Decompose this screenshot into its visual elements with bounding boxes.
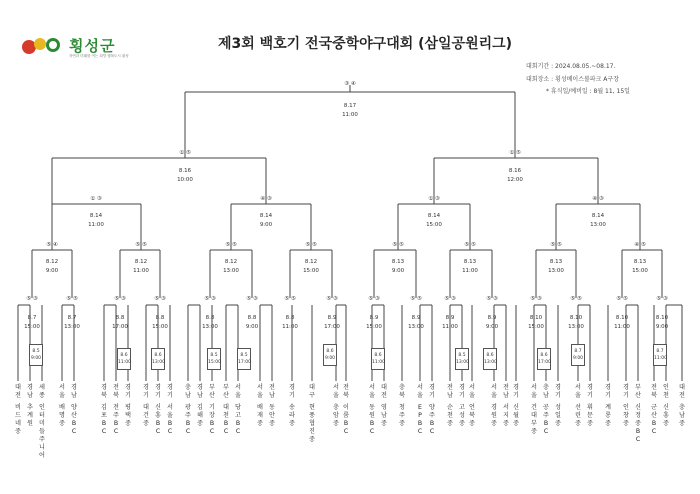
- r32_6-badge: ⑤ ③: [246, 296, 258, 302]
- team-name: 공주BC: [543, 404, 549, 435]
- match-date: 8.14: [427, 213, 441, 219]
- match-time: 13:00: [223, 268, 239, 274]
- match-time: 9:00: [45, 268, 59, 274]
- team-name: 충남중: [679, 404, 685, 427]
- match-date: 8.16: [508, 168, 522, 174]
- r32_2-badge: ⑤ ⑤: [66, 296, 78, 302]
- match-time: 10:00: [177, 177, 193, 183]
- match-date: 8.8: [205, 315, 215, 321]
- team-region: 충남: [543, 384, 549, 399]
- r16_2-badge: ⑤ ⑤: [135, 242, 147, 248]
- match-time: 17:00: [238, 360, 251, 365]
- team-region: 충남: [185, 384, 191, 399]
- team-entry: [555, 384, 561, 428]
- match-date: 8.6: [154, 353, 162, 358]
- team-region: 경북: [101, 384, 107, 399]
- qf1-info: [66, 212, 126, 230]
- sf1-badge: ① ⑤: [179, 150, 191, 156]
- team-entry: [143, 384, 149, 428]
- r64_12-box: [653, 344, 667, 366]
- team-region: 경기: [155, 384, 161, 399]
- team-entry: [651, 384, 657, 436]
- team-entry: [575, 384, 581, 428]
- r16_8-badge: ④ ⑤: [634, 242, 646, 248]
- r16_3-badge: ⑤ ⑤: [225, 242, 237, 248]
- team-entry: [369, 384, 375, 436]
- qf4-info: [568, 212, 628, 230]
- team-entry: [513, 384, 519, 428]
- team-entry: [309, 384, 315, 444]
- team-entry: [39, 384, 45, 460]
- team-region: 서울: [257, 384, 263, 399]
- r64_11-box: [571, 344, 585, 366]
- team-name: 동안중: [269, 404, 275, 427]
- team-region: 경기: [605, 384, 611, 399]
- r16_1-badge: ⑤ ④: [46, 242, 58, 248]
- r64_6-box: [323, 344, 337, 366]
- team-name: 건대부중: [531, 404, 537, 435]
- team-entry: [333, 384, 339, 428]
- team-name: 대천BC: [223, 404, 229, 435]
- team-entry: [235, 384, 241, 436]
- team-name: 배명중: [59, 404, 65, 427]
- team-region: 경남: [197, 384, 203, 399]
- team-name: 서지중: [503, 404, 509, 427]
- match-time: 17:00: [112, 324, 128, 330]
- team-name: 추계원: [27, 404, 33, 427]
- team-name: 영남중: [381, 404, 387, 427]
- team-name: 송라중: [289, 404, 295, 427]
- match-time: 13:00: [408, 324, 424, 330]
- team-region: 경기: [143, 384, 149, 399]
- match-date: 8.8: [247, 315, 257, 321]
- r32_1-badge: ⑤ ③: [26, 296, 38, 302]
- team-region: 경기: [623, 384, 629, 399]
- match-time: 17:00: [324, 324, 340, 330]
- team-name: 김포BC: [101, 404, 107, 435]
- team-name: 김해중: [197, 404, 203, 427]
- match-date: 8.7: [574, 349, 582, 354]
- match-date: 8.12: [134, 259, 148, 265]
- qf3-badge: ① ③: [428, 196, 440, 202]
- team-name: 신흥BC: [155, 404, 161, 435]
- match-date: 8.12: [304, 259, 318, 265]
- qf2-info: [236, 212, 296, 230]
- match-time: 15:00: [426, 222, 442, 228]
- team-region: 경기: [587, 384, 593, 399]
- match-date: 8.5: [210, 353, 218, 358]
- team-name: 언북중: [469, 404, 475, 427]
- team-entry: [27, 384, 33, 428]
- r16_6-badge: ⑤ ⑤: [464, 242, 476, 248]
- r64_8-box: [455, 348, 469, 370]
- team-region: 서울: [531, 384, 537, 399]
- team-region: 전북: [651, 384, 657, 399]
- match-date: 8.10: [655, 315, 669, 321]
- r32_7-badge: ⑤ ⑤: [284, 296, 296, 302]
- r16_8-info: [610, 258, 670, 276]
- r16_4-info: [281, 258, 341, 276]
- match-date: 8.5: [32, 349, 40, 354]
- match-time: 13:00: [484, 360, 497, 365]
- team-region: 전북: [113, 384, 119, 399]
- info-rest-days: * 휴식일/예비일 : 8월 11, 15일: [546, 88, 630, 95]
- team-name: 휘문중: [587, 404, 593, 427]
- team-name: 계룡중: [605, 404, 611, 427]
- team-name: 서울BC: [167, 404, 173, 435]
- match-date: 8.16: [178, 168, 192, 174]
- sf2-badge: ① ⑤: [509, 150, 521, 156]
- r32_15-badge: ⑤ ⑤: [616, 296, 628, 302]
- match-time: 11:00: [614, 324, 630, 330]
- team-entry: [381, 384, 387, 428]
- r16_7-badge: ⑤ ⑤: [550, 242, 562, 248]
- match-time: 13:00: [590, 222, 606, 228]
- qf2-badge: ④ ③: [260, 196, 272, 202]
- team-region: 전남: [269, 384, 275, 399]
- team-entry: [635, 384, 641, 444]
- team-entry: [587, 384, 593, 428]
- team-entry: [269, 384, 275, 428]
- match-time: 9:00: [485, 324, 499, 330]
- team-region: 서울: [417, 384, 423, 399]
- team-name: 고성중: [459, 404, 465, 427]
- team-name: EP BC: [417, 404, 423, 435]
- team-region: 전남: [503, 384, 509, 399]
- team-region: 부산: [209, 384, 215, 399]
- match-date: 8.7: [27, 315, 37, 321]
- team-name: 신월중: [513, 404, 519, 427]
- r64_3-box: [151, 348, 165, 370]
- team-entry: [663, 384, 669, 428]
- sf1-info: [155, 167, 215, 185]
- r32_13-badge: ⑤ ③: [530, 296, 542, 302]
- team-entry: [289, 384, 295, 428]
- team-region: 경기: [459, 384, 465, 399]
- sf2-info: [485, 167, 545, 185]
- team-name: 양주BC: [429, 404, 435, 435]
- match-time: 13:00: [548, 268, 564, 274]
- r16_3-info: [201, 258, 261, 276]
- team-region: 경기: [125, 384, 131, 399]
- r32_9-badge: ⑤ ③: [368, 296, 380, 302]
- match-time: 9:00: [324, 356, 336, 361]
- r64_7-box: [371, 348, 385, 370]
- r32_12-badge: ⑤ ③: [486, 296, 498, 302]
- info-venue: 대회장소 : 횡성베이스볼파크 A구장: [526, 76, 619, 83]
- team-name: 평택중: [125, 404, 131, 427]
- logo-tagline: 자연과 미래를 여는 희망 행복도시 횡성: [69, 54, 129, 58]
- r16_7-info: [526, 258, 586, 276]
- team-name: 청주중: [399, 404, 405, 427]
- team-region: 서울: [369, 384, 375, 399]
- team-name: 현풍협진중: [309, 404, 315, 443]
- team-entry: [343, 384, 349, 436]
- r64_4-box: [207, 348, 221, 370]
- team-region: 전남: [447, 384, 453, 399]
- r16_6-info: [440, 258, 500, 276]
- team-name: 성일중: [555, 404, 561, 427]
- team-name: 양산BC: [71, 404, 77, 435]
- r64_9-box: [483, 348, 497, 370]
- match-time: 15:00: [152, 324, 168, 330]
- match-time: 15:00: [208, 360, 221, 365]
- team-entry: [155, 384, 161, 436]
- r16_4-badge: ⑤ ⑤: [305, 242, 317, 248]
- team-entry: [623, 384, 629, 428]
- team-name: 선린중: [575, 404, 581, 427]
- match-time: 11:00: [372, 360, 385, 365]
- team-region: 인천: [663, 384, 669, 399]
- r64_5-box: [237, 348, 251, 370]
- r32_14-badge: ⑤ ⑤: [570, 296, 582, 302]
- match-time: 9:00: [655, 324, 669, 330]
- team-entry: [125, 384, 131, 428]
- match-time: 9:00: [30, 356, 42, 361]
- team-entry: [15, 384, 21, 436]
- r32_8-badge: ⑤ ③: [326, 296, 338, 302]
- qf1-badge: ① ③: [90, 196, 102, 202]
- r32_4-badge: ⑤ ③: [154, 296, 166, 302]
- team-region: 세종: [39, 384, 45, 399]
- match-date: 8.6: [120, 353, 128, 358]
- r32_5-badge: ⑤ ③: [204, 296, 216, 302]
- team-region: 경기: [429, 384, 435, 399]
- match-date: 8.9: [411, 315, 421, 321]
- team-entry: [257, 384, 263, 428]
- team-name: 군산BC: [651, 404, 657, 435]
- match-date: 8.13: [463, 259, 477, 265]
- r32_16-info: [632, 314, 692, 332]
- team-entry: [469, 384, 475, 428]
- r64_1-box: [29, 344, 43, 366]
- team-region: 전북: [343, 384, 349, 399]
- match-date: 8.8: [285, 315, 295, 321]
- r32_10-badge: ⑤ ⑤: [410, 296, 422, 302]
- team-region: 서울: [235, 384, 241, 399]
- final-info: [320, 102, 380, 120]
- team-name: 비드네중: [15, 404, 21, 435]
- final-badge: ③ ④: [344, 81, 356, 87]
- team-entry: [679, 384, 685, 428]
- match-date: 8.8: [115, 315, 125, 321]
- team-name: 경원중: [491, 404, 497, 427]
- team-name: 당고BC: [235, 404, 241, 435]
- team-name: 전주BC: [113, 404, 119, 435]
- r16_5-info: [368, 258, 428, 276]
- team-entry: [185, 384, 191, 436]
- match-time: 13:00: [456, 360, 469, 365]
- r16_5-badge: ⑤ ⑤: [392, 242, 404, 248]
- team-entry: [459, 384, 465, 428]
- r64_10-box: [537, 348, 551, 370]
- match-time: 15:00: [303, 268, 319, 274]
- team-entry: [71, 384, 77, 436]
- team-name: 광주BC: [185, 404, 191, 435]
- info-period: 대회기간 : 2024.08.05.~08.17.: [526, 63, 616, 70]
- team-entry: [543, 384, 549, 436]
- match-date: 8.14: [89, 213, 103, 219]
- team-entry: [605, 384, 611, 428]
- match-date: 8.12: [224, 259, 238, 265]
- match-date: 8.9: [369, 315, 379, 321]
- team-region: 경기: [167, 384, 173, 399]
- team-name: 대건중: [143, 404, 149, 427]
- team-region: 서울: [575, 384, 581, 399]
- match-date: 8.10: [615, 315, 629, 321]
- match-time: 15:00: [528, 324, 544, 330]
- team-region: 대전: [15, 384, 21, 399]
- logo-name: 횡성군: [69, 37, 116, 55]
- team-region: 부산: [223, 384, 229, 399]
- match-date: 8.7: [67, 315, 77, 321]
- team-region: 경기: [555, 384, 561, 399]
- team-region: 서울: [59, 384, 65, 399]
- team-entry: [447, 384, 453, 428]
- match-date: 8.13: [549, 259, 563, 265]
- r32_11-badge: ⑤ ③: [444, 296, 456, 302]
- match-date: 8.5: [458, 353, 466, 358]
- team-entry: [113, 384, 119, 436]
- team-region: 경기: [513, 384, 519, 399]
- match-time: 11:00: [462, 268, 478, 274]
- match-date: 8.17: [343, 103, 357, 109]
- match-date: 8.6: [540, 353, 548, 358]
- r16_1-info: [22, 258, 82, 276]
- team-region: 대구: [309, 384, 315, 399]
- team-name: 이룸BC: [343, 404, 349, 435]
- match-date: 8.8: [155, 315, 165, 321]
- match-date: 8.9: [327, 315, 337, 321]
- match-time: 11:00: [88, 222, 104, 228]
- team-name: 인터미들주니어: [39, 404, 45, 459]
- r16_2-info: [111, 258, 171, 276]
- team-region: 대전: [381, 384, 387, 399]
- team-entry: [417, 384, 423, 436]
- match-time: 11:00: [282, 324, 298, 330]
- team-name: 순천중: [447, 404, 453, 427]
- match-date: 8.14: [591, 213, 605, 219]
- match-date: 8.10: [569, 315, 583, 321]
- match-time: 11:00: [442, 324, 458, 330]
- match-date: 8.6: [486, 353, 494, 358]
- match-time: 15:00: [24, 324, 40, 330]
- match-date: 8.10: [529, 315, 543, 321]
- match-date: 8.6: [374, 353, 382, 358]
- match-time: 11:00: [118, 360, 131, 365]
- team-entry: [223, 384, 229, 436]
- team-region: 서울: [491, 384, 497, 399]
- match-date: 8.9: [487, 315, 497, 321]
- team-name: 신정중BC: [635, 404, 641, 443]
- team-region: 경남: [27, 384, 33, 399]
- match-time: 12:00: [507, 177, 523, 183]
- team-region: 서울: [469, 384, 475, 399]
- match-time: 11:00: [654, 356, 667, 361]
- team-entry: [101, 384, 107, 436]
- team-entry: [429, 384, 435, 436]
- team-name: 배재중: [257, 404, 263, 427]
- team-entry: [167, 384, 173, 436]
- match-date: 8.13: [633, 259, 647, 265]
- match-date: 8.6: [326, 349, 334, 354]
- match-time: 17:00: [538, 360, 551, 365]
- team-region: 경남: [71, 384, 77, 399]
- team-region: 경기: [289, 384, 295, 399]
- match-time: 9:00: [259, 222, 273, 228]
- match-time: 11:00: [133, 268, 149, 274]
- team-entry: [503, 384, 509, 428]
- team-entry: [399, 384, 405, 428]
- r32_16-badge: ⑤ ③: [656, 296, 668, 302]
- qf3-info: [404, 212, 464, 230]
- match-date: 8.13: [391, 259, 405, 265]
- team-name: 충암중: [333, 404, 339, 427]
- match-time: 9:00: [391, 268, 405, 274]
- match-date: 8.5: [240, 353, 248, 358]
- match-time: 15:00: [366, 324, 382, 330]
- team-entry: [59, 384, 65, 428]
- r32_3-badge: ⑤ ③: [114, 296, 126, 302]
- team-region: 부산: [635, 384, 641, 399]
- team-entry: [491, 384, 497, 428]
- match-time: 13:00: [202, 324, 218, 330]
- match-date: 8.14: [259, 213, 273, 219]
- match-time: 13:00: [64, 324, 80, 330]
- team-name: 인창중: [623, 404, 629, 427]
- qf4-badge: ④ ③: [592, 196, 604, 202]
- match-time: 11:00: [342, 112, 358, 118]
- match-date: 8.9: [445, 315, 455, 321]
- team-region: 충북: [399, 384, 405, 399]
- team-entry: [197, 384, 203, 428]
- team-entry: [209, 384, 215, 436]
- match-time: 13:00: [568, 324, 584, 330]
- match-time: 9:00: [245, 324, 259, 330]
- team-region: 서울: [333, 384, 339, 399]
- match-time: 15:00: [632, 268, 648, 274]
- page-title: 제3회 백호기 전국중학야구대회 (삼일공원리그): [217, 36, 513, 52]
- match-time: 9:00: [572, 356, 584, 361]
- match-time: 13:00: [152, 360, 165, 365]
- match-date: 8.7: [656, 349, 664, 354]
- match-date: 8.12: [45, 259, 59, 265]
- team-entry: [531, 384, 537, 436]
- team-name: 신흥중: [663, 404, 669, 427]
- team-name: 기장BC: [209, 404, 215, 435]
- team-name: 동원BC: [369, 404, 375, 435]
- r64_2-box: [117, 348, 131, 370]
- team-region: 대전: [679, 384, 685, 399]
